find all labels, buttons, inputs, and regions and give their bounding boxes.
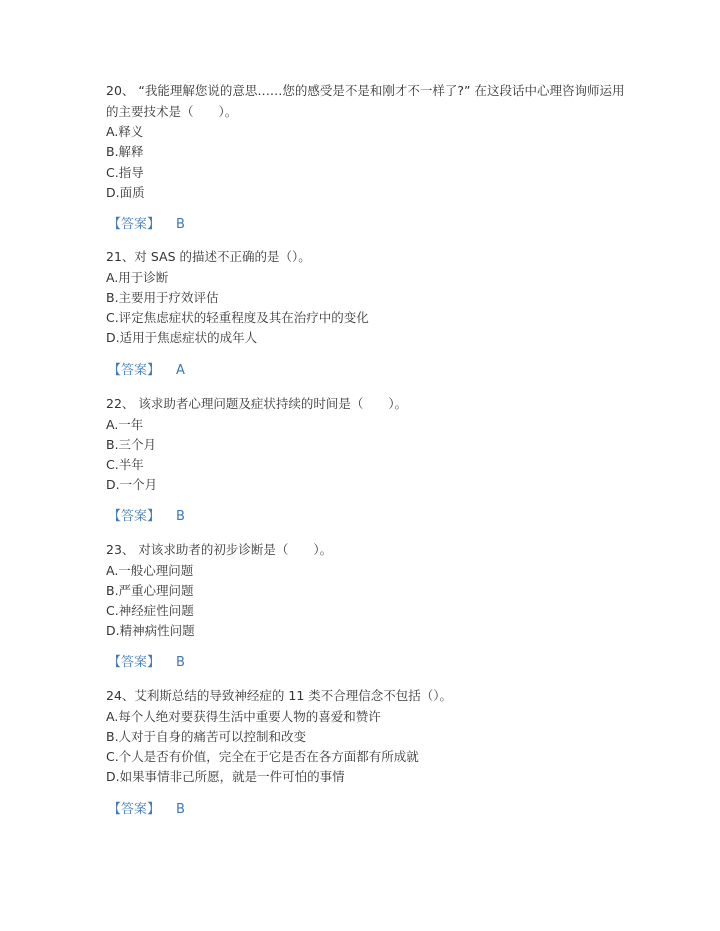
answer-23 <box>108 654 185 672</box>
option-d: D.一个月 <box>106 477 158 493</box>
question-stem: 20、 “我能理解您说的意思……您的感受是不是和刚才不一样了?” 在这段话中心理咨询师运用的主要技术是（ ）。 <box>106 83 625 119</box>
answer-label: 【答案】 <box>108 802 161 817</box>
question-21 <box>106 247 626 349</box>
option-b: B.严重心理问题 <box>106 582 194 598</box>
option-a: A.一般心理问题 <box>106 562 194 578</box>
option-d: D.适用于焦虑症状的成年人 <box>106 330 258 346</box>
option-a: A.每个人绝对要获得生活中重要人物的喜爱和赞许 <box>106 708 381 724</box>
option-b: B.主要用于疗效评估 <box>106 289 219 305</box>
question-stem: 21、对 SAS 的描述不正确的是（）。 <box>106 249 311 264</box>
answer-label: 【答案】 <box>108 655 161 670</box>
option-a: A.释义 <box>106 124 144 139</box>
question-stem: 23、 对该求助者的初步诊断是（ ）。 <box>106 542 333 557</box>
option-c: C.神经症性问题 <box>106 603 194 619</box>
answer-value: B <box>176 655 185 670</box>
option-a: A.用于诊断 <box>106 269 169 285</box>
option-d: D.精神病性问题 <box>106 623 195 639</box>
answer-22 <box>108 508 185 526</box>
answer-label: 【答案】 <box>108 509 161 524</box>
option-b: B.解释 <box>106 144 144 160</box>
answer-20 <box>108 216 185 234</box>
answer-value: A <box>176 363 185 378</box>
option-d: D.如果事情非己所愿，就是一件可怕的事情 <box>106 769 345 785</box>
question-stem: 22、 该求助者心理问题及症状持续的时间是（ ）。 <box>106 396 408 411</box>
answer-value: B <box>176 217 185 232</box>
question-24 <box>106 686 626 788</box>
option-a: A.一年 <box>106 416 144 432</box>
option-d: D.面质 <box>106 184 145 200</box>
answer-label: 【答案】 <box>108 363 161 378</box>
answer-21 <box>108 362 185 380</box>
answer-value: B <box>176 509 185 524</box>
answer-value: B <box>176 802 185 817</box>
question-23 <box>106 540 626 642</box>
question-stem: 24、艾利斯总结的导致神经症的 11 类不合理信念不包括（）。 <box>106 688 453 703</box>
option-b: B.人对于自身的痛苦可以控制和改变 <box>106 728 307 744</box>
option-c: C.指导 <box>106 164 144 180</box>
option-c: C.半年 <box>106 457 144 473</box>
option-c: C.评定焦虑症状的轻重程度及其在治疗中的变化 <box>106 310 369 326</box>
option-c: C.个人是否有价值，完全在于它是否在各方面都有所成就 <box>106 749 419 765</box>
option-b: B.三个月 <box>106 436 157 452</box>
question-22 <box>106 394 626 496</box>
question-20 <box>106 81 626 203</box>
answer-label: 【答案】 <box>108 217 161 232</box>
answer-24 <box>108 801 185 819</box>
